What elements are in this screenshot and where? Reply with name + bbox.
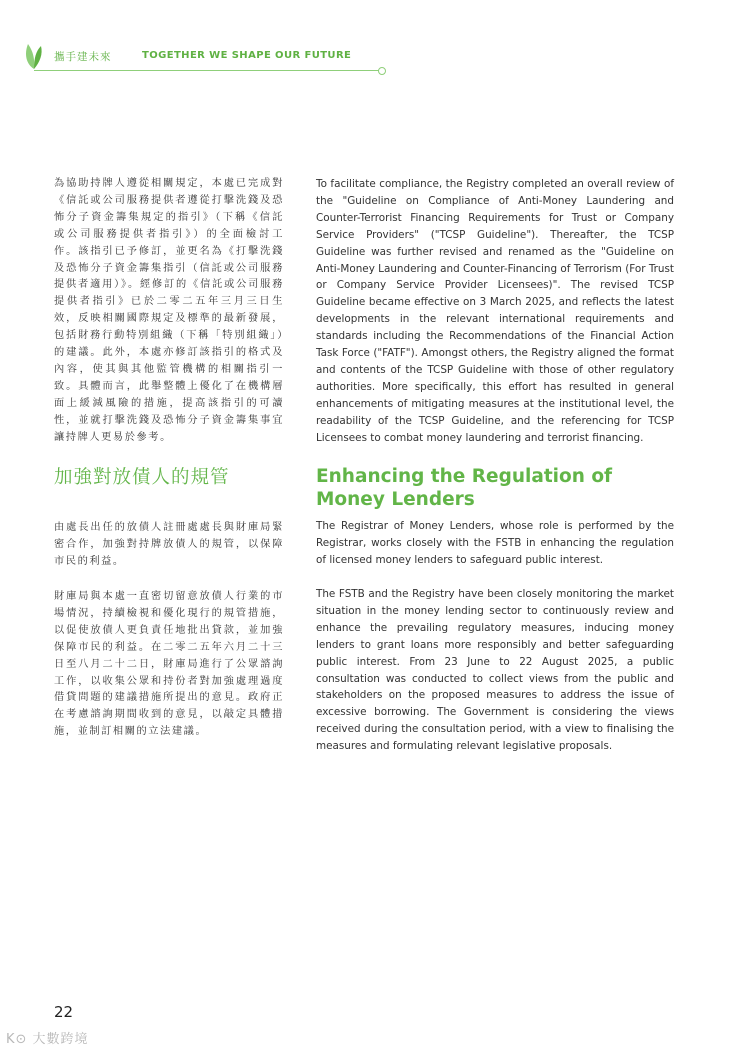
en-heading-money-lenders: Enhancing the Regulation of Money Lenders [316, 466, 613, 510]
zh-paragraph-consultation: 財庫局與本處一直密切留意放債人行業的市場情況，持續檢視和優化現行的規管措施，以促使放債人更負責任地批出貸款，並加強保障市民的利益。在二零二五年六月二十三日至八月二十二日，財庫局進行了公眾諮詢工作，以收集公眾和持份者對加強處理過度借貸問題的建議措施所提出的意見。政府正在考慮諮詢期間收到的意見，以敲定具體措施，並制訂相關的立法建議。 [54, 591, 284, 738]
en-paragraph-3-block [316, 586, 674, 755]
en-paragraph-1-block [316, 176, 674, 447]
leaf-logo-icon [22, 40, 46, 70]
en-paragraph-2-block [316, 518, 674, 569]
header-rule-end-dot [378, 67, 386, 75]
page-number: 22 [54, 1003, 74, 1021]
en-paragraph-tcsp-guideline: To facilitate compliance, the Registry completed an overall review of the "Guideline on Compliance of Anti-Money Laundering and Counter-Terrorist Financing Requirements for Trust or Company Service Providers" ("TCSP Guideline"). Thereafter, the TCSP Guideline was further revised and renamed as the "Guideline on Anti-Money Laundering and Counter-Financing of Terrorism (For Trust or Company Service Provider Licensees)". The revised TCSP Guideline became effective on 3 March 2025, and reflects the latest developments in the relevant international requirements and standards including the Recommendations of the Financial Action Task Force ("FATF"). Amongst others, the Registry aligned the format and contents of the TCSP Guideline with those of other regulatory authorities. More specifically, this effort has resulted in general enhancements of mitigating measures at the institutional level, the readability of the TCSP Guideline, and the referencing for TCSP Licensees to combat money laundering and terrorist financing. [316, 178, 674, 444]
header-tagline-en: TOGETHER WE SHAPE OUR FUTURE [142, 50, 352, 61]
zh-paragraph-registrar: 由處長出任的放債人註冊處處長與財庫局緊密合作，加強對持牌放債人的規管，以保障市民的利益。 [54, 522, 284, 567]
zh-heading-money-lenders: 加強對放債人的規管 [54, 467, 230, 488]
header-rule [34, 70, 380, 71]
zh-paragraph-3-block [54, 589, 284, 741]
page-header [22, 40, 372, 80]
zh-paragraph-2-block [54, 520, 284, 571]
en-paragraph-consultation: The FSTB and the Registry have been closely monitoring the market situation in the money lending sector to continuously review and enhance the prevailing regulatory measures, inducing money lenders to grant loans more responsibly and better safeguarding public interest. From 23 June to 22 August 2025, a public consultation was conducted to collect views from the public and stakeholders on the proposed measures to address the issue of excessive borrowing. The Government is considering the views received during the consultation period, with a view to finalising the measures and formulating relevant legislative proposals. [316, 588, 674, 753]
zh-paragraph-1-block [54, 176, 284, 447]
en-paragraph-registrar: The Registrar of Money Lenders, whose role is performed by the Registrar, works closely with the FSTB in enhancing the regulation of licensed money lenders to safeguard public interest. [316, 520, 674, 566]
watermark-logo: K⊙ 大數跨境 [6, 1032, 89, 1047]
zh-paragraph-tcsp-guideline: 為協助持牌人遵從相關規定，本處已完成對《信託或公司服務提供者遵從打擊洗錢及恐怖分子資金籌集規定的指引》（下稱《信託或公司服務提供者指引》）的全面檢討工作。該指引已予修訂，並更名為《打擊洗錢及恐怖分子資金籌集指引（信託或公司服務提供者適用）》。經修訂的《信託或公司服務提供者指引》已於二零二五年三月三日生效，反映相關國際規定及標準的最新發展，包括財務行動特別組織（下稱「特別組織」）的建議。此外，本處亦修訂該指引的格式及內容，使其與其他監管機構的相關指引一致。具體而言，此舉整體上優化了在機構層面上緩減風險的措施，提高該指引的可讀性，並就打擊洗錢及恐怖分子資金籌集事宜讓持牌人更易於參考。 [54, 178, 284, 443]
header-tagline-zh: 攜手建未來 [54, 51, 112, 63]
